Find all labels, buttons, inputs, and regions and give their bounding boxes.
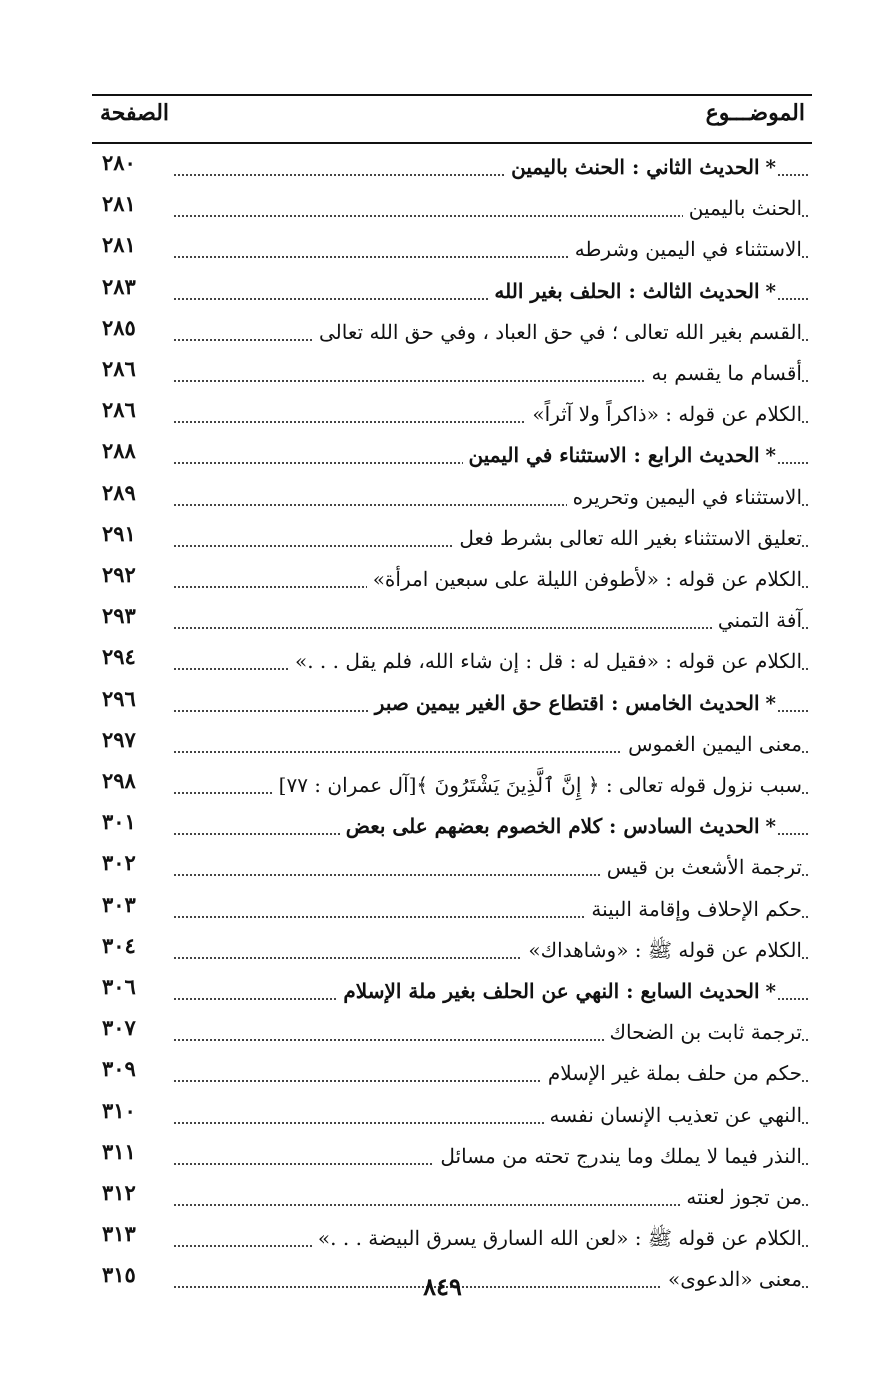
toc-heading-row: [92, 148, 812, 182]
toc-entry-title: [526, 399, 802, 429]
toc-heading-row: [92, 436, 812, 470]
toc-entry-title: [313, 317, 802, 347]
toc-page-number: ٣١١: [102, 1138, 136, 1164]
toc-page-number: ٣١٢: [102, 1180, 136, 1205]
toc-page-number: ٢٨٦: [102, 397, 136, 423]
toc-page-number: ٢٨٠: [102, 150, 136, 175]
toc-entry-text: الحديث الخامس : اقتطاع حق الغير بيمين صبر: [374, 690, 760, 715]
page-column-header: الصفحة: [100, 100, 170, 126]
toc-entry-title: [567, 482, 802, 512]
toc-page-number: ٣١٥: [102, 1262, 136, 1288]
heading-marker-icon: *: [765, 155, 776, 179]
toc-entry-text: الكلام عن قوله : «لأطوفن الليلة على سبعين امرأة»: [372, 567, 802, 591]
toc-page-number: ٢٨٨: [102, 438, 136, 464]
toc-heading-row: [92, 684, 812, 718]
toc-entry-text: ترجمة الأشعث بن قيس: [606, 855, 802, 880]
toc-entry-text: حكم من حلف بملة غير الإسلام: [547, 1061, 802, 1086]
toc-entry-title: [522, 935, 802, 965]
toc-page-number: ٣٠٣: [102, 891, 136, 917]
toc-entry-row: [92, 601, 812, 635]
toc-entry-title: [289, 646, 802, 676]
toc-entry-title: [340, 811, 776, 841]
toc-entry-title: [463, 440, 776, 470]
toc-entry-title: [367, 564, 802, 594]
toc-page-number: ٣٠٦: [102, 974, 136, 999]
top-rule: [92, 94, 812, 96]
toc-entry-title: [488, 276, 776, 306]
toc-entry-row: [92, 1178, 812, 1212]
topic-column-header: الموضـــوع: [705, 100, 805, 126]
toc-entry-text: النهي عن تعذيب الإنسان نفسه: [549, 1102, 802, 1127]
toc-entry-row: [92, 519, 812, 553]
toc-entry-text: الكلام عن قوله ﷺ : «لعن الله السارق يسرق البيضة . . .»: [317, 1226, 802, 1251]
toc-entry-row: [92, 1096, 812, 1130]
footer-page-number: ٨٤٩: [423, 1272, 462, 1301]
toc-page-number: ٢٩٣: [102, 603, 136, 629]
toc-page-number: ٢٨١: [102, 232, 136, 258]
toc-entry-title: [312, 1223, 802, 1253]
toc-entry-row: [92, 189, 812, 223]
toc-entry-title: [646, 358, 802, 388]
heading-marker-icon: *: [765, 814, 776, 839]
toc-entry-title: [453, 523, 802, 553]
toc-entry-row: [92, 1013, 812, 1047]
toc-page-number: ٢٩٨: [102, 768, 136, 793]
toc-entry-row: [92, 1137, 812, 1171]
toc-page-number: ٢٨٥: [102, 314, 136, 340]
toc-page-number: ٢٨٦: [102, 356, 136, 381]
toc-entry-title: [542, 1058, 802, 1088]
toc-entry-title: [712, 605, 802, 635]
toc-entry-row: [92, 354, 812, 388]
toc-page-number: ٣٠٢: [102, 850, 136, 876]
toc-page-number: ٣٠٤: [102, 932, 136, 958]
toc-entry-text: آفة التمني: [717, 608, 802, 633]
toc-page-number: ٢٨١: [102, 191, 136, 217]
toc-entry-text: تعليق الاستثناء بغير الله تعالى بشرط فعل: [459, 525, 802, 550]
toc-page-number: ٣١٣: [102, 1221, 136, 1247]
toc-page-number: ٢٩٦: [102, 685, 136, 711]
heading-marker-icon: *: [765, 690, 776, 715]
toc-entry-text: الحديث السادس : كلام الخصوم بعضهم على بعض: [345, 814, 760, 839]
heading-marker-icon: *: [765, 443, 776, 468]
toc-entry-row: [92, 1054, 812, 1088]
toc-page-number: ٢٩٧: [102, 726, 136, 752]
heading-marker-icon: *: [765, 278, 776, 303]
toc-entry-title: [544, 1100, 802, 1130]
header-rule: [92, 142, 812, 144]
toc-entry-text: الحنث باليمين: [688, 196, 802, 221]
toc-entry-title: [683, 193, 802, 223]
toc-entry-text: سبب نزول قوله تعالى : ﴿ إِنَّ ٱلَّذِينَ يَشْتَرُونَ ﴾[آل عمران : ٧٧]: [278, 773, 802, 797]
toc-entry-title: [601, 852, 802, 882]
toc-page-number: ٢٩٤: [102, 644, 136, 670]
toc-page-number: ٢٨٣: [102, 273, 136, 299]
toc-entry-title: [569, 234, 802, 264]
toc-entry-row: [92, 931, 812, 965]
toc-entry-title: [273, 770, 802, 800]
toc-page-number: ٣٠٩: [102, 1056, 136, 1082]
toc-entry-title: [337, 976, 776, 1006]
toc-entry-text: الكلام عن قوله : «فقيل له : قل : إن شاء الله، فلم يقل . . .»: [294, 649, 802, 674]
toc-entry-text: الحديث الثالث : الحلف بغير الله: [494, 278, 760, 303]
toc-page-number: ٣٠٧: [102, 1015, 136, 1041]
toc-page-number: ٢٩٢: [102, 562, 136, 587]
toc-heading-row: [92, 807, 812, 841]
toc-entry-row: [92, 890, 812, 924]
toc-entry-row: [92, 313, 812, 347]
toc-entry-text: الاستثناء في اليمين وتحريره: [572, 484, 802, 509]
toc-entry-row: [92, 642, 812, 676]
toc-entry-text: الاستثناء في اليمين وشرطه: [574, 237, 802, 262]
toc-entry-text: الحديث الرابع : الاستثناء في اليمين: [468, 443, 760, 468]
toc-entry-row: [92, 560, 812, 594]
toc-entry-title: [622, 729, 802, 759]
toc-entry-text: من تجوز لعنته: [686, 1185, 802, 1209]
toc-entry-text: الحديث الثاني : الحنث باليمين: [511, 155, 760, 179]
toc-entry-text: ترجمة ثابت بن الضحاك: [609, 1020, 802, 1045]
toc-entry-text: الكلام عن قوله ﷺ : «وشاهداك»: [528, 937, 802, 962]
toc-entry-text: القسم بغير الله تعالى ؛ في حق العباد ، وفي حق الله تعالى: [319, 319, 802, 344]
toc-entry-text: حكم الإحلاف وإقامة البينة: [591, 896, 802, 921]
toc-entry-row: [92, 395, 812, 429]
toc-page-number: ٣٠١: [102, 809, 136, 835]
toc-entry-text: أقسام ما يقسم به: [651, 361, 802, 385]
toc-heading-row: [92, 972, 812, 1006]
toc-entry-row: [92, 1219, 812, 1253]
toc-entry-title: [434, 1141, 802, 1171]
toc-entry-text: النذر فيما لا يملك وما يندرج تحته من مسائل: [440, 1143, 802, 1168]
toc-page-number: ٢٩١: [102, 520, 136, 546]
toc-entry-row: [92, 766, 812, 800]
toc-entry-text: معنى اليمين الغموس: [628, 731, 802, 756]
toc-entry-text: معنى «الدعوى»: [668, 1267, 802, 1292]
toc-entry-text: الحديث السابع : النهي عن الحلف بغير ملة الإسلام: [343, 979, 760, 1003]
toc-entry-row: [92, 478, 812, 512]
toc-entry-title: [604, 1017, 802, 1047]
toc-entry-row: [92, 848, 812, 882]
toc-entry-title: [680, 1182, 802, 1212]
toc-heading-row: [92, 272, 812, 306]
heading-marker-icon: *: [765, 979, 776, 1003]
toc-entry-row: [92, 725, 812, 759]
toc-entry-text: الكلام عن قوله : «ذاكراً ولا آثراً»: [532, 402, 802, 427]
toc-entry-title: [505, 152, 776, 182]
toc-page-number: ٣١٠: [102, 1097, 136, 1123]
toc-page-number: ٢٨٩: [102, 479, 136, 505]
toc-entry-title: [585, 894, 802, 924]
toc-entry-row: [92, 230, 812, 264]
toc-entry-title: [369, 688, 776, 718]
